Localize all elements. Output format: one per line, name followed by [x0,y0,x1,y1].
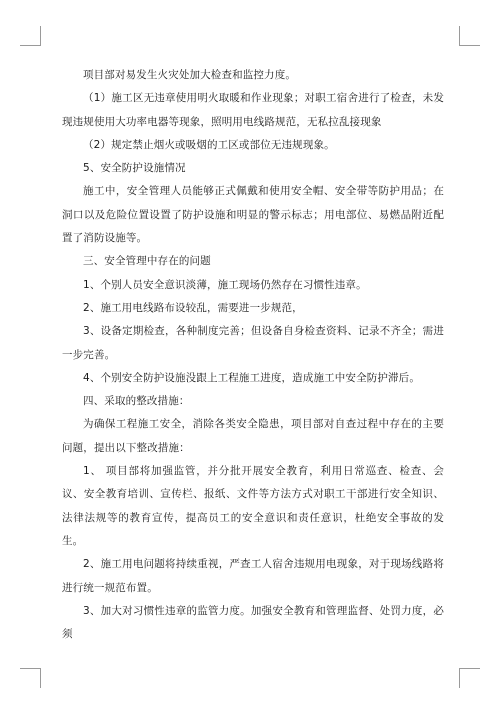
heading-problems: 三、安全管理中存在的问题 [83,255,211,268]
paragraph-fire-monitoring: 项目部对易发生火灾处加大检查和监控力度。 [83,69,296,81]
crop-mark-top-right-horizontal [460,45,480,46]
crop-mark-bottom-right-vertical [459,668,460,688]
crop-mark-top-left-horizontal [20,45,40,46]
paragraph-protective-facilities: 施工中，安全管理人员能够正式佩戴和使用安全帽、安全带等防护用品；在洞口以及危险位置设置了防护设施和明显的警示标志；用电部位、易燃品附近配置了消防设施等。 [62,185,444,245]
measure-item-2: 2、施工用电问题将持续重视，严查工人宿舍违规用电现象，对于现场线路将进行统一规范布置。 [62,558,444,594]
paragraph-item-2-no-smoking: （2）规定禁止烟火或吸烟的工区或部位无违规现象。 [83,138,335,151]
crop-mark-bottom-left-vertical [40,668,41,688]
problem-item-4: 4、个别安全防护设施没跟上工程施工进度，造成施工中安全防护滞后。 [83,371,420,384]
measure-item-3: 3、加大对习惯性违章的监管力度。加强安全教育和管理监督、处罚力度，必须 [62,604,444,641]
crop-mark-bottom-right-horizontal [460,668,480,669]
crop-mark-top-right-vertical [459,26,460,46]
heading-protective-facilities: 5、安全防护设施情况 [83,162,186,175]
measure-item-1: 1、 项目部将加强监管，并分批开展安全教育，利用日常巡查、检查、会议、安全教育培训、宣传栏、报纸、文件等方法方式对职工干部进行安全知识、法律法规等的教育宣传，提高员工的安全意识和责任意识，杜绝安全事故的发生。 [62,465,444,547]
document-body [62,64,444,646]
heading-corrective-measures: 四、采取的整改措施： [83,395,190,408]
crop-mark-bottom-left-horizontal [20,668,40,669]
problem-item-2: 2、施工用电线路布设较乱，需要进一步规范， [83,301,303,314]
paragraph-measures-intro: 为确保工程施工安全，消除各类安全隐患，项目部对自查过程中存在的主要问题，提出以下整改措施： [62,418,444,454]
problem-item-1: 1、个别人员安全意识淡薄，施工现场仍然存在习惯性违章。 [83,278,367,291]
crop-mark-top-left-vertical [40,26,41,46]
paragraph-item-1-open-fire: （1）施工区无违章使用明火取暖和作业现象；对职工宿舍进行了检查，未发现违规使用大功率电器等现象，照明用电线路规范，无私拉乱接现象 [62,92,444,128]
problem-item-3: 3、设备定期检查，各种制度完善；但设备自身检查资料、记录不齐全；需进一步完善。 [62,325,444,361]
